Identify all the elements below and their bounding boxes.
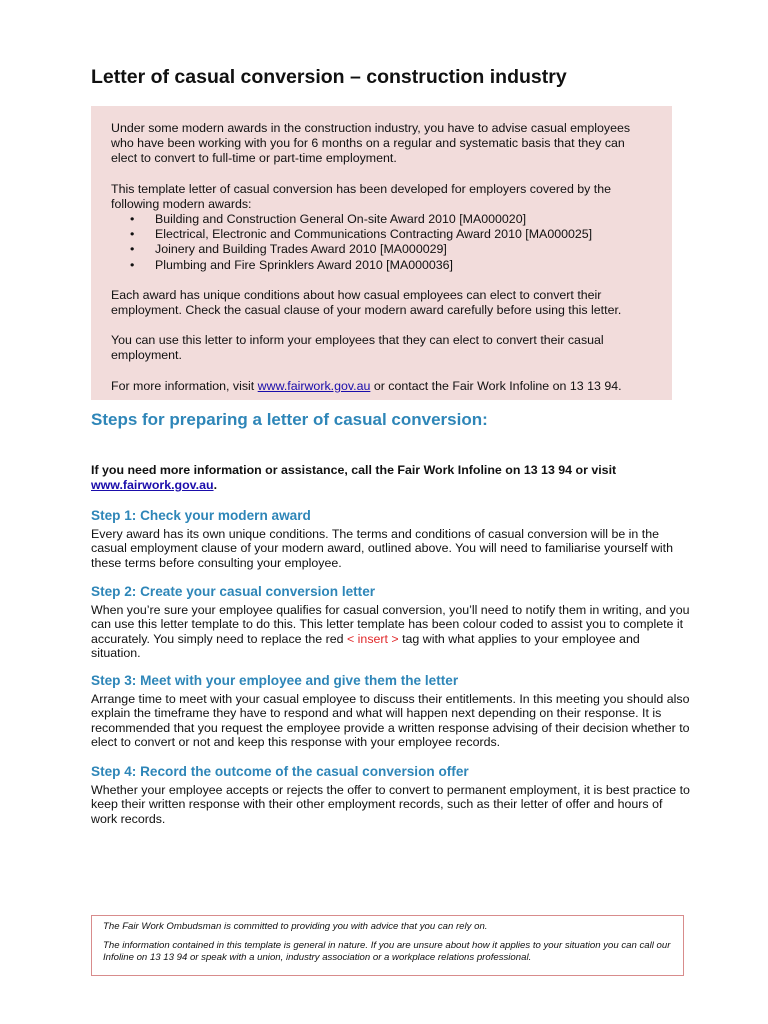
intro-info-text: For more information, visit [111,378,258,393]
disclaimer-line-1: The Fair Work Ombudsman is committed to providing you with advice that you can rely on. [103,921,488,932]
award-list-item [111,227,652,242]
step-4-title: Step 4: Record the outcome of the casual conversion offer [91,764,469,779]
step-2 [91,584,691,661]
award-name: Building and Construction General On-site Award 2010 [MA000020] [155,212,527,227]
step-4-body: Whether your employee accepts or rejects the offer to convert to permanent employment, it is best practice to keep their written response with their other employment records, such as their letter of offer and hours of work records. [91,783,690,826]
help-line [91,463,691,493]
intro-paragraph-4: You can use this letter to inform your employees that they can elect to convert their casual employment. [111,333,604,363]
step-1 [91,508,691,570]
step-4 [91,764,691,826]
bullet-icon: • [130,227,135,242]
bullet-icon: • [130,242,135,257]
step-2-title: Step 2: Create your casual conversion letter [91,584,376,599]
step-2-body-text: When you’re sure your employee qualifies for casual conversion, you’ll need to notify them in writing, and you can use this letter template to do this. This letter template has been colour coded to assist you to complete it accurately. You simply need to replace the red [91,603,690,646]
disclaimer-line-2: The information contained in this template is general in nature. If you are unsure about how it applies to your situation you can call our Infoline on 13 13 94 or speak with a union, industry association or a workplace relations professional. [103,940,671,963]
step-3-title: Step 3: Meet with your employee and give them the letter [91,673,459,688]
award-name: Electrical, Electronic and Communications Contracting Award 2010 [MA000025] [155,227,593,242]
page-title: Letter of casual conversion – construction industry [91,66,567,88]
award-name: Plumbing and Fire Sprinklers Award 2010 [MA000036] [155,257,454,272]
intro-box [91,106,672,400]
intro-paragraph-2: This template letter of casual conversion has been developed for employers covered by the following modern awards: [111,181,612,211]
fairwork-link[interactable]: www.fairwork.gov.au [257,378,371,393]
disclaimer-box [91,915,684,976]
bullet-icon: • [130,212,135,227]
step-3 [91,673,691,750]
intro-paragraph-1: Under some modern awards in the construction industry, you have to advise casual employees who have been working with you for 6 months on a regular and systematic basis that they can elect to convert to full-time or part-time employment. [111,121,631,166]
help-text: If you need more information or assistance, call the Fair Work Infoline on 13 13 94 or visit [91,463,617,477]
fairwork-help-link[interactable]: www.fairwork.gov.au [91,477,214,492]
intro-infoline-text: or contact the Fair Work Infoline on 13 13 94. [370,378,622,393]
steps-heading: Steps for preparing a letter of casual conversion: [91,410,488,429]
bullet-icon: • [130,257,135,272]
intro-paragraph-3: Each award has unique conditions about how casual employees can elect to convert their employment. Check the casual clause of your modern award carefully before using this letter. [111,287,622,318]
award-list [111,212,652,273]
step-3-body: Arrange time to meet with your casual employee to discuss their entitlements. In this meeting you should also explain the timeframe they have to respond and what will happen next depending on their response. It is recommended that you request the employee provide a written response advising of their decision whether to elect to convert or not and keep this response with your employee records. [91,692,690,750]
award-list-item [111,258,652,273]
intro-paragraph-5 [111,379,652,394]
help-end: . [213,477,218,492]
award-name: Joinery and Building Trades Award 2010 [MA000029] [155,242,447,257]
step-1-title: Step 1: Check your modern award [91,508,311,523]
award-list-item [111,242,652,257]
step-2-body-end: tag with what applies to your employee and situation. [91,631,640,661]
step-1-body: Every award has its own unique conditions. The terms and conditions of casual conversion will be in the casual employment clause of your modern award, outlined above. You will need to familiarise yourself with these terms before consulting your employee. [91,527,673,570]
insert-tag: < insert > [347,631,399,646]
award-list-item [111,212,652,227]
step-2-body [91,603,691,661]
